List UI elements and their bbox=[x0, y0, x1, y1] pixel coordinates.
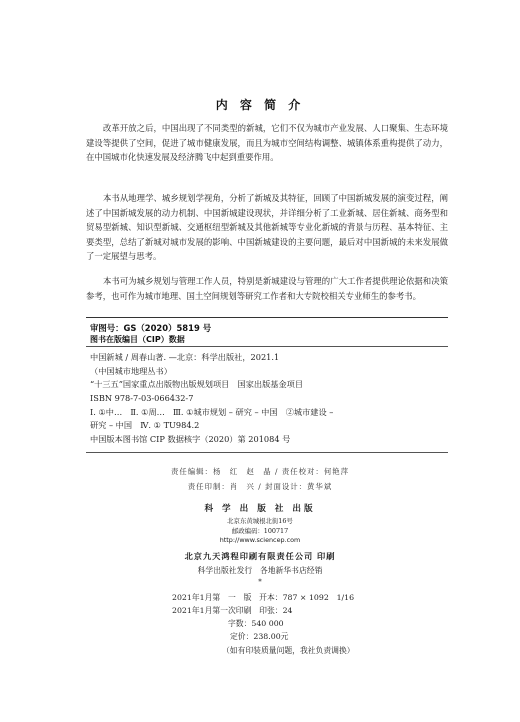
intro-paragraph-3: 本书可为城乡规划与管理工作人员，特别是新城建设与管理的广大工作者提供理论依据和决策参考，也可作为城市地理、国土空间规划等研究工作者和大专院校相关专业师生的参考书。 bbox=[86, 276, 448, 301]
printer-name: 北京九天鸿程印刷有限责任公司 印刷 bbox=[184, 551, 336, 561]
cip-line-subjects-cont: 研究 – 中国 Ⅳ. ① TU984.2 bbox=[90, 420, 200, 430]
map-approval-number: 审图号：GS（2020）5819 号 bbox=[90, 323, 212, 333]
cip-line-title: 中国新城 / 周春山著. —北京：科学出版社，2021.1 bbox=[90, 352, 280, 362]
credits-production: 责任印制：肖 兴 / 封面设计：黄华斌 bbox=[187, 482, 333, 491]
cip-line-series: （中国城市地理丛书） bbox=[90, 366, 172, 376]
word-count: 字数：540 000 bbox=[228, 619, 284, 628]
cip-heading: 图书在版编目（CIP）数据 bbox=[90, 335, 185, 344]
distribution-info: 科学出版社发行 各地新华书店经销 bbox=[197, 566, 323, 575]
divider-bottom bbox=[86, 452, 448, 453]
cip-line-project: “十三五”国家重点出版物出版规划项目 国家出版基金项目 bbox=[90, 379, 304, 389]
publisher-name: 科 学 出 版 社 出版 bbox=[204, 504, 316, 514]
intro-paragraph-2: 本书从地理学、城乡规划学视角，分析了新城及其特征，回顾了中国新城发展的演变过程，阐述了中国新城发展的动力机制、中国新城建设现状，并详细分析了工业新城、居住新城、商务型和贸易型新城、知识型新城、交通枢纽型新城及其他新城等专业化新城的背景与历程、基本特征、主要类型，总结了新城对城市发展的影响、中国新城建设的主要问题，最后对中国新城的未来发展做了一定展望与思考。 bbox=[86, 193, 448, 262]
publisher-zip: 邮政编码：100717 bbox=[231, 527, 289, 535]
publisher-address: 北京东黄城根北街16号 bbox=[227, 517, 293, 525]
quality-notice: （如有印装质量问题，我社负责调换） bbox=[222, 646, 355, 655]
cip-line-isbn: ISBN 978-7-03-066432-7 bbox=[90, 393, 194, 403]
cip-line-record-number: 中国版本图书馆 CIP 数据核字（2020）第 201084 号 bbox=[90, 434, 291, 444]
divider-top bbox=[86, 317, 448, 318]
page-title: 内 容 简 介 bbox=[215, 98, 305, 112]
publisher-website: http://www.sciencep.com bbox=[219, 536, 301, 544]
cip-line-subjects: Ⅰ. ①中… Ⅱ. ①周… Ⅲ. ①城市规划 – 研究 – 中国 ②城市建设 – bbox=[90, 407, 334, 417]
price: 定价：238.00元 bbox=[230, 632, 289, 641]
edition-info: 2021年1月第 一 版 开本：787 × 1092 1/16 bbox=[172, 593, 355, 602]
credits-editors: 责任编辑：杨 红 赵 晶 / 责任校对：何艳萍 bbox=[170, 467, 349, 476]
divider-cip bbox=[86, 346, 448, 347]
separator-star: * bbox=[258, 578, 262, 586]
intro-paragraph-1: 改革开放之后，中国出现了不同类型的新城，它们不仅为城市产业发展、人口聚集、生态环境建设等提供了空间，促进了城市健康发展，而且为城市空间结构调整、城镇体系重构提供了动力，在中国城市化快速发展及经济腾飞中起到重要作用。 bbox=[86, 123, 448, 163]
printing-info: 2021年1月第一次印刷 印张：24 bbox=[172, 606, 293, 615]
